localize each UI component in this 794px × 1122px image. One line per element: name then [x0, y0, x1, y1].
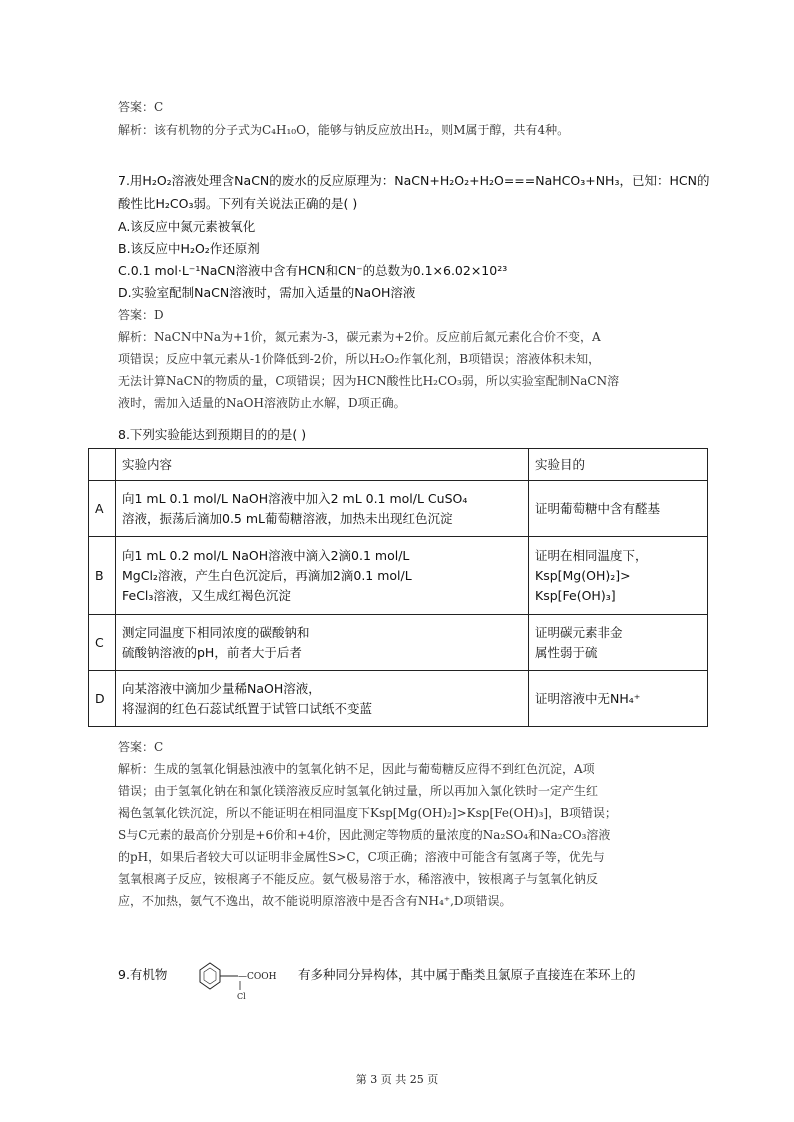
experiment-table	[88, 448, 708, 727]
row-content	[116, 481, 529, 537]
row-content	[116, 671, 529, 727]
q7-option-a: A.该反应中氮元素被氧化	[118, 219, 256, 234]
page-footer: 第 3 页 共 25 页	[355, 1073, 439, 1086]
q8-analysis-line-5: 的pH，如果后者较大可以证明非金属性S>C，C项正确；溶液中可能含有氢离子等，优先与	[118, 850, 605, 864]
q7-option-c: C.0.1 mol·L⁻¹NaCN溶液中含有HCN和CN⁻的总数为0.1×6.02×10²³	[118, 263, 508, 278]
q8-answer: 答案：C	[118, 740, 164, 754]
benzene-ring-icon	[200, 963, 220, 989]
header-cell-content: 实验内容	[116, 449, 529, 481]
table-row	[89, 481, 708, 537]
purpose-line: 证明葡萄糖中含有醛基	[535, 500, 661, 516]
q9-prefix: 9.有机物	[118, 967, 168, 982]
q7-answer: 答案：D	[118, 308, 164, 322]
purpose-line: Ksp[Mg(OH)₂]>	[535, 567, 631, 583]
row-content	[116, 615, 529, 671]
q7-analysis-line-3: 无法计算NaCN的物质的量，C项错误；因为HCN酸性比H₂CO₃弱，所以实验室配制NaCN溶	[118, 374, 620, 388]
purpose-line: 证明碳元素非金	[535, 624, 623, 640]
row-label: D	[89, 671, 116, 727]
q8-analysis-line-7: 应，不加热，氨气不逸出，故不能说明原溶液中是否含有NH₄⁺,D项错误。	[118, 894, 512, 908]
row-content	[116, 537, 529, 615]
content-line: FeCl₃溶液，又生成红褐色沉淀	[122, 587, 291, 603]
table-header-row	[89, 449, 708, 481]
q7-stem-line-1: 7.用H₂O₂溶液处理含NaCN的废水的反应原理为：NaCN+H₂O₂+H₂O===NaHCO₃+NH₃，已知：HCN的	[118, 173, 710, 188]
purpose-line: 证明在相同温度下，	[535, 547, 648, 563]
q6-answer: 答案：C	[118, 100, 164, 114]
table-row	[89, 537, 708, 615]
row-label: B	[89, 537, 116, 615]
content-line: 测定同温度下相同浓度的碳酸钠和	[122, 624, 310, 640]
q7-analysis-line-1: 解析：NaCN中Na为+1价，氮元素为-3，碳元素为+2价。反应前后氮元素化合价不变，A	[118, 330, 601, 344]
content-line: 向1 mL 0.1 mol/L NaOH溶液中加入2 mL 0.1 mol/L CuSO₄	[122, 490, 468, 506]
content-line: MgCl₂溶液，产生白色沉淀后，再滴加2滴0.1 mol/L	[122, 567, 412, 583]
row-purpose	[529, 481, 708, 537]
q8-analysis-line-2: 错误；由于氢氧化钠在和氯化镁溶液反应时氢氧化钠过量，所以再加入氯化铁时一定产生红	[118, 784, 599, 798]
q8-analysis-line-3: 褐色氢氧化铁沉淀，所以不能证明在相同温度下Ksp[Mg(OH)₂]>Ksp[Fe(OH)₃]，B项错误；	[118, 806, 617, 820]
q8-analysis-line-4: S与C元素的最高价分别是+6价和+4价，因此测定等物质的量浓度的Na₂SO₄和Na₂CO₃溶液	[118, 828, 611, 842]
row-purpose	[529, 615, 708, 671]
content-line: 向1 mL 0.2 mol/L NaOH溶液中滴入2滴0.1 mol/L	[122, 547, 410, 563]
purpose-line: 属性弱于硫	[535, 644, 598, 660]
q8-analysis-line-6: 氢氧根离子反应，铵根离子不能反应。氨气极易溶于水，稀溶液中，铵根离子与氢氧化钠反	[118, 872, 599, 886]
q6-analysis: 解析：该有机物的分子式为C₄H₁₀O，能够与钠反应放出H₂，则M属于醇，共有4种。	[118, 123, 570, 137]
q7-option-b: B.该反应中H₂O₂作还原剂	[118, 241, 260, 256]
q8-analysis-line-1: 解析：生成的氢氧化铜悬浊液中的氢氧化钠不足，因此与葡萄糖反应得不到红色沉淀，A项	[118, 762, 595, 776]
content-line: 向某溶液中滴加少量稀NaOH溶液，	[122, 680, 321, 696]
table-row	[89, 671, 708, 727]
content-line: 溶液，振荡后滴加0.5 mL葡萄糖溶液，加热未出现红色沉淀	[122, 510, 453, 526]
structural-formula	[186, 958, 286, 1002]
formula-group-label: —COOH	[238, 972, 277, 982]
q8-stem: 8.下列实验能达到预期目的的是( )	[118, 427, 307, 442]
content-line: 将湿润的红色石蕊试纸置于试管口试纸不变蓝	[122, 700, 373, 716]
q7-analysis-line-2: 项错误；反应中氧元素从-1价降低到-2价，所以H₂O₂作氧化剂，B项错误；溶液体积未知，	[118, 352, 601, 366]
q7-stem-line-2: 酸性比H₂CO₃弱。下列有关说法正确的是( )	[118, 196, 358, 211]
purpose-line: Ksp[Fe(OH)₃]	[535, 587, 616, 603]
q7-analysis-line-4: 液时，需加入适量的NaOH溶液防止水解，D项正确。	[118, 396, 406, 410]
row-purpose	[529, 537, 708, 615]
q9-suffix: 有多种同分异构体，其中属于酯类且氯原子直接连在苯环上的	[298, 967, 636, 982]
row-purpose	[529, 671, 708, 727]
row-label: A	[89, 481, 116, 537]
header-cell-purpose: 实验目的	[529, 449, 708, 481]
row-label: C	[89, 615, 116, 671]
header-cell-label	[89, 449, 116, 481]
content-line: 硫酸钠溶液的pH，前者大于后者	[122, 644, 302, 660]
purpose-line: 证明溶液中无NH₄⁺	[535, 690, 641, 706]
table-row	[89, 615, 708, 671]
benzene-inner-ring	[204, 968, 216, 984]
q7-option-d: D.实验室配制NaCN溶液时，需加入适量的NaOH溶液	[118, 285, 416, 300]
formula-cl-label: Cl	[237, 992, 246, 1001]
